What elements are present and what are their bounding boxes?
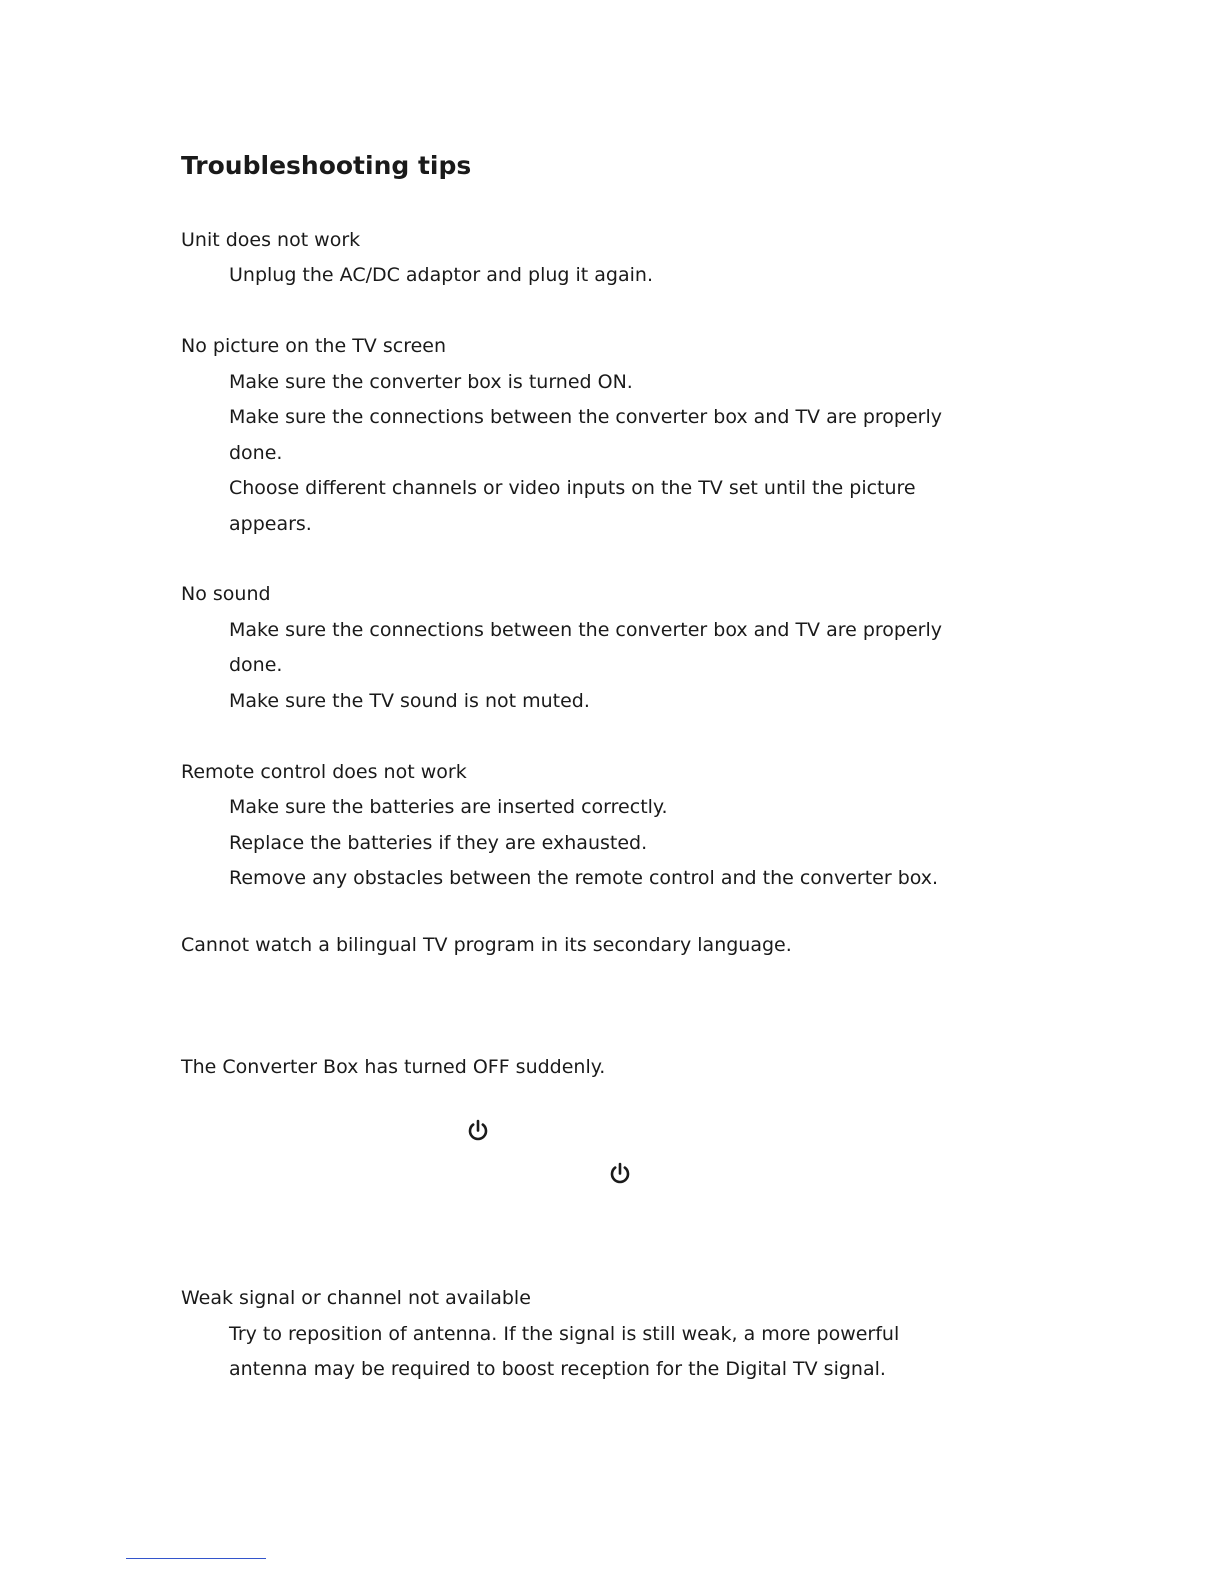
section-heading-remote-control: Remote control does not work bbox=[181, 761, 467, 783]
tip-text: Try to reposition of antenna. If the signal is still weak, a more powerful bbox=[229, 1323, 900, 1345]
power-icon bbox=[467, 1119, 489, 1143]
footnote-separator bbox=[126, 1558, 266, 1559]
tip-text: Make sure the connections between the converter box and TV are properly bbox=[229, 406, 943, 428]
page-title: Troubleshooting tips bbox=[181, 151, 472, 180]
section-heading-no-picture: No picture on the TV screen bbox=[181, 335, 447, 357]
tip-text: Make sure the batteries are inserted correctly. bbox=[229, 796, 668, 818]
tip-text: Replace the batteries if they are exhausted. bbox=[229, 832, 648, 854]
section-heading-turned-off: The Converter Box has turned OFF suddenly. bbox=[181, 1056, 606, 1078]
tip-text: antenna may be required to boost reception for the Digital TV signal. bbox=[229, 1358, 886, 1380]
tip-text: Remove any obstacles between the remote control and the converter box. bbox=[229, 867, 939, 889]
power-icon bbox=[609, 1162, 631, 1186]
tip-text: Unplug the AC/DC adaptor and plug it again. bbox=[229, 264, 653, 286]
section-heading-weak-signal: Weak signal or channel not available bbox=[181, 1287, 531, 1309]
tip-text: appears. bbox=[229, 513, 312, 535]
tip-text: Make sure the TV sound is not muted. bbox=[229, 690, 590, 712]
tip-text: Make sure the connections between the converter box and TV are properly bbox=[229, 619, 943, 641]
section-heading-unit-does-not-work: Unit does not work bbox=[181, 229, 361, 251]
tip-text: done. bbox=[229, 654, 283, 676]
tip-text: done. bbox=[229, 442, 283, 464]
tip-text: Choose different channels or video inputs on the TV set until the picture bbox=[229, 477, 916, 499]
section-heading-bilingual-program: Cannot watch a bilingual TV program in its secondary language. bbox=[181, 934, 792, 956]
tip-text: Make sure the converter box is turned ON. bbox=[229, 371, 633, 393]
section-heading-no-sound: No sound bbox=[181, 583, 271, 605]
